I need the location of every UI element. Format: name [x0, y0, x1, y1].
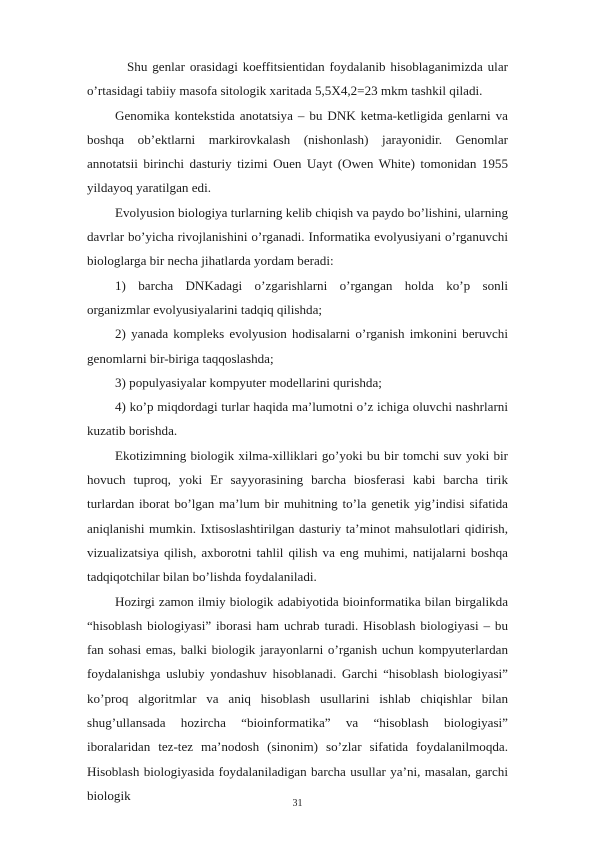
list-item-3: 3) populyasiyalar kompyuter modellarini qurishda; — [115, 374, 382, 390]
paragraph-computational-biology: Hozirgi zamon ilmiy biologik adabiyotida bioinformatika bilan birgalikda “hisoblash biologiyasi” iborasi ham uchrab turadi. Hisoblash biologiyasi – bu fan sohasi emas, balki biologik jarayonlarni o’rganish uchun kompyuterlardan foydalanishga uslubiy yondashuv hisoblanadi. Garchi “hisoblash biologiyasi” ko’proq algoritmlar va aniq hisoblash usullarini ishlab chiqishlar bilan shug’ullansada hozircha “bioinformatika” va “hisoblash biologiyasi” iboralaridan tez-tez ma’nodosh (sinonim) so’zlar sifatida foydalanilmoqda. Hisoblash biologiyasida foydalaniladigan barcha usullar ya’ni, masalan, garchi biologik — [87, 593, 508, 803]
paragraph-ecosystem-biodiversity: Ekotizimning biologik xilma-xilliklari go’yoki bu bir tomchi suv yoki bir hovuch tuproq, yoki Er sayyorasining barcha biosferasi kabi barcha tirik turlardan iborat bo’lgan ma’lum bir muhitning to’la genetik yig’indisi sifatida aniqlanishi mumkin. Ixtisoslashtirilgan dasturiy ta’minot mahsulotlari qidirish, vizualizatsiya qilish, axborotni tahlil qilish va eng muhimi, natijalarni boshqa tadqiqotchilar bilan bo’lishda foydalaniladi. — [87, 447, 508, 585]
list-item-4: 4) ko’p miqdordagi turlar haqida ma’lumotni o’z ichiga oluvchi nashrlarni kuzatib borishda. — [87, 399, 508, 439]
paragraph-evolutionary-biology: Evolyusion biologiya turlarning kelib chiqish va paydo bo’lishini, ularning davrlar bo’yicha rivojlanishini o’rganadi. Informatika evolyusiyani o’rganuvchi biologlarga bir necha jihatlarda yordam beradi: — [87, 204, 508, 269]
list-item-1: 1) barcha DNKadagi o’zgarishlarni o’rgangan holda ko’p sonli organizmlar evolyusiyalarini tadqiq qilishda; — [87, 277, 508, 317]
paragraph-gene-distance: Shu genlar orasidagi koeffitsientidan foydalanib hisoblaganimizda ular o’rtasidagi tabiiy masofa sitologik xaritada 5,5X4,2=23 mkm tashkil qiladi. — [87, 59, 508, 99]
page-body — [87, 55, 508, 808]
paragraph-genome-annotation: Genomika kontekstida anotatsiya – bu DNK ketma-ketligida genlarni va boshqa ob’ektlarni markirovkalash (nishonlash) jarayonidir. Genomlar annotatsii birinchi dasturiy tizimi Ouen Uayt (Owen White) tomonidan 1955 yildayoq yaratilgan edi. — [87, 107, 508, 196]
page-number: 31 — [292, 798, 303, 809]
list-item-2: 2) yanada kompleks evolyusion hodisalarni o’rganish imkonini beruvchi genomlarni bir-biriga taqqoslashda; — [87, 326, 508, 366]
